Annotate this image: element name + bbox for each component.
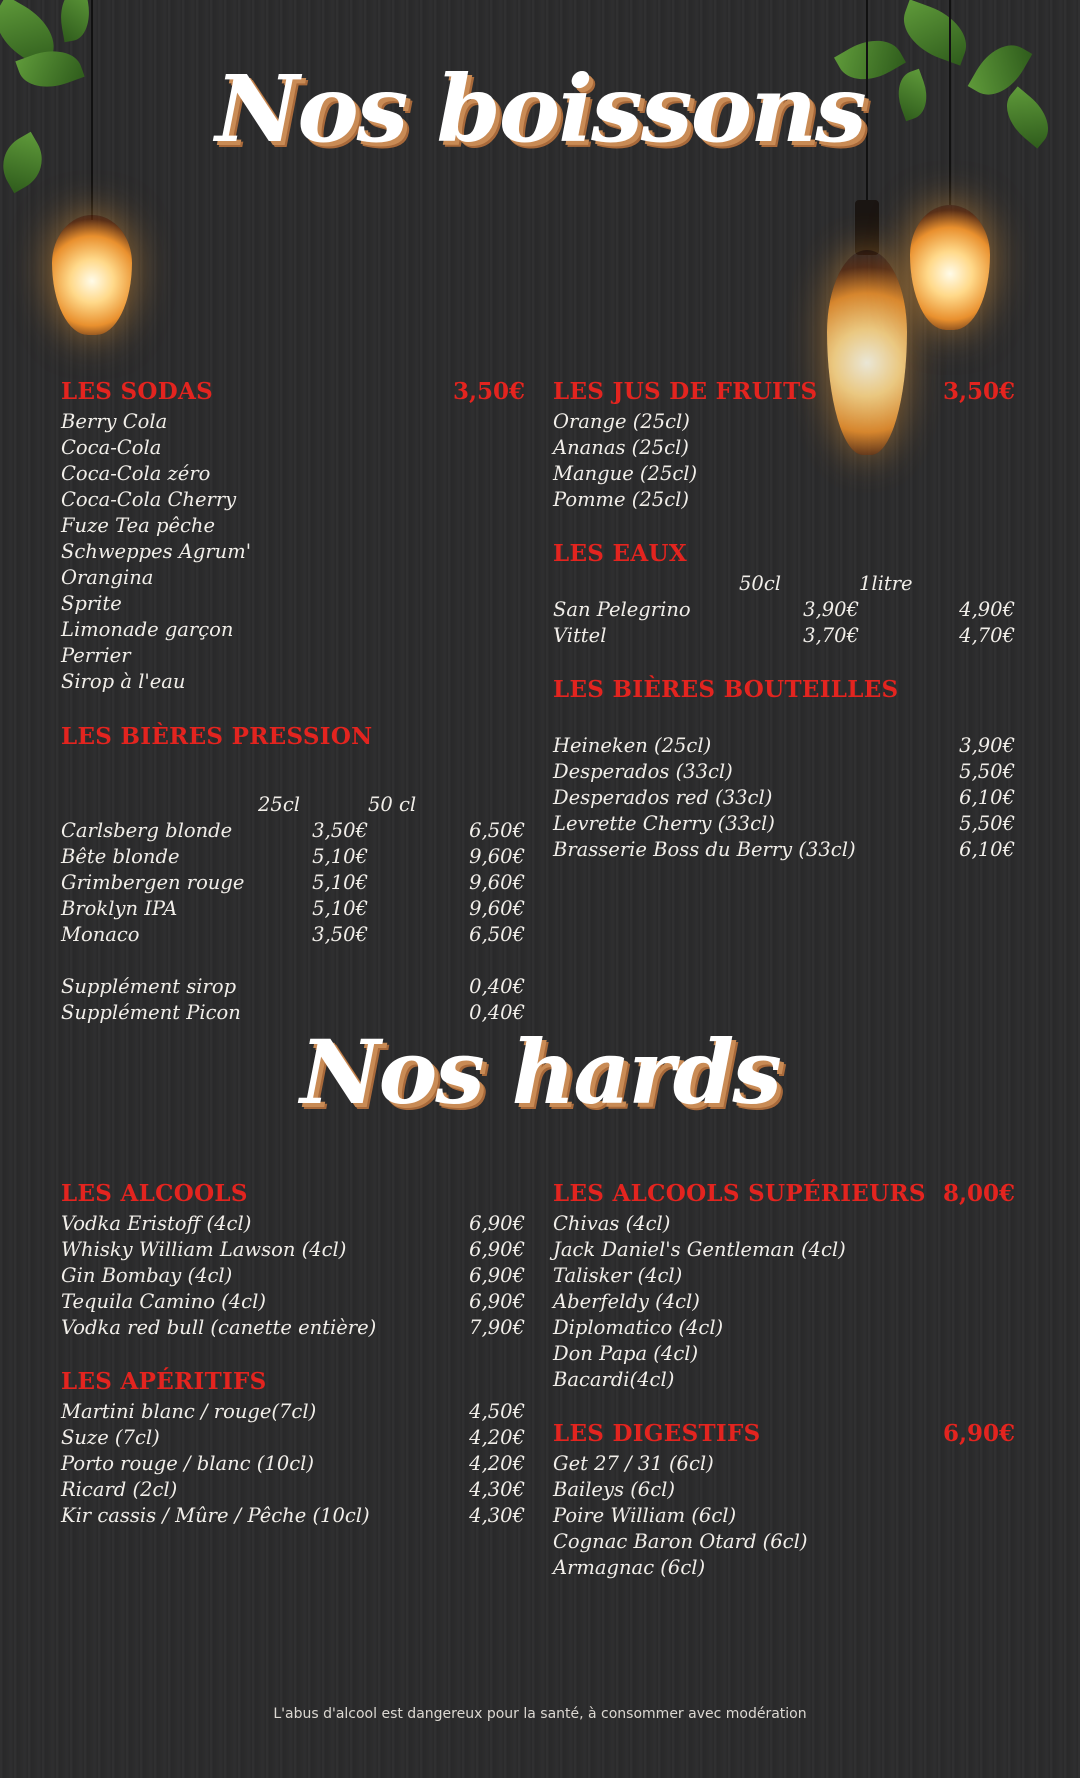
table-row: Heineken (25cl) 3,90€	[553, 734, 1015, 757]
section-title: LES BIÈRES BOUTEILLES	[553, 676, 899, 703]
table-row: Vodka Eristoff (4cl) 6,90€	[61, 1212, 525, 1235]
section-price: 6,90€	[942, 1420, 1015, 1447]
table-row: Suze (7cl) 4,20€	[61, 1426, 525, 1449]
list-item: Ananas (25cl)	[553, 436, 689, 459]
list-item: Coca-Cola	[61, 436, 162, 459]
aperitifs-section	[61, 1368, 525, 1530]
section-price: 3,50€	[452, 378, 525, 405]
table-row: Carlsberg blonde 3,50€ 6,50€	[61, 819, 525, 842]
section-title: LES DIGESTIFS	[553, 1420, 761, 1447]
spirits-section	[61, 1180, 525, 1342]
column-headers: 25cl 50 cl	[258, 793, 417, 816]
list-item: Sirop à l'eau	[61, 670, 186, 693]
list-item: Perrier	[61, 644, 131, 667]
table-row: Grimbergen rouge 5,10€ 9,60€	[61, 871, 525, 894]
table-row: Bête blonde 5,10€ 9,60€	[61, 845, 525, 868]
sodas-section	[61, 378, 525, 696]
section-title: LES EAUX	[553, 540, 687, 567]
light-bulb-icon	[52, 0, 132, 360]
table-row: Brasserie Boss du Berry (33cl) 6,10€	[553, 838, 1015, 861]
page-title: Nos boissons	[215, 55, 865, 163]
list-item: Orangina	[61, 566, 154, 589]
list-item: Pomme (25cl)	[553, 488, 689, 511]
table-row: Desperados (33cl) 5,50€	[553, 760, 1015, 783]
waters-section	[553, 540, 1015, 650]
column-headers: 50cl 1litre	[739, 572, 913, 595]
list-item: Mangue (25cl)	[553, 462, 698, 485]
section-price: 8,00€	[942, 1180, 1015, 1207]
list-item: Berry Cola	[61, 410, 168, 433]
list-item: Get 27 / 31 (6cl)	[553, 1452, 714, 1475]
section-title: LES ALCOOLS SUPÉRIEURS	[553, 1180, 926, 1207]
list-item: Aberfeldy (4cl)	[553, 1290, 700, 1313]
section-title: LES BIÈRES PRESSION	[61, 723, 373, 750]
list-item: Bacardi(4cl)	[553, 1368, 675, 1391]
light-bulb-icon	[910, 0, 990, 340]
table-row: Supplément Picon 0,40€	[61, 1001, 525, 1024]
premium-spirits-section	[553, 1180, 1015, 1394]
table-row: Supplément sirop 0,40€	[61, 975, 525, 998]
list-item: Chivas (4cl)	[553, 1212, 671, 1235]
juices-section	[553, 378, 1015, 514]
list-item: Diplomatico (4cl)	[553, 1316, 724, 1339]
list-item: Cognac Baron Otard (6cl)	[553, 1530, 808, 1553]
list-item: Poire William (6cl)	[553, 1504, 737, 1527]
table-row: Porto rouge / blanc (10cl) 4,20€	[61, 1452, 525, 1475]
section-title: LES ALCOOLS	[61, 1180, 248, 1207]
table-row: Desperados red (33cl) 6,10€	[553, 786, 1015, 809]
list-item: Coca-Cola Cherry	[61, 488, 237, 511]
section-title: LES JUS DE FRUITS	[553, 378, 818, 405]
hards-title: Nos hards	[300, 1020, 780, 1124]
health-warning: L'abus d'alcool est dangereux pour la santé, à consommer avec modération	[273, 1706, 807, 1722]
section-price: 3,50€	[942, 378, 1015, 405]
table-row: Vodka red bull (canette entière) 7,90€	[61, 1316, 525, 1339]
list-item: Schweppes Agrum'	[61, 540, 252, 563]
list-item: Jack Daniel's Gentleman (4cl)	[553, 1238, 846, 1261]
table-row: Kir cassis / Mûre / Pêche (10cl) 4,30€	[61, 1504, 525, 1527]
draught-beers-section	[61, 723, 525, 1027]
list-item: Fuze Tea pêche	[61, 514, 216, 537]
list-item: Limonade garçon	[61, 618, 234, 641]
list-item: Baileys (6cl)	[553, 1478, 675, 1501]
section-title: LES APÉRITIFS	[61, 1368, 267, 1395]
table-row: Tequila Camino (4cl) 6,90€	[61, 1290, 525, 1313]
table-row: Broklyn IPA 5,10€ 9,60€	[61, 897, 525, 920]
table-row: Martini blanc / rouge(7cl) 4,50€	[61, 1400, 525, 1423]
table-row: Monaco 3,50€ 6,50€	[61, 923, 525, 946]
list-item: Talisker (4cl)	[553, 1264, 683, 1287]
table-row: Ricard (2cl) 4,30€	[61, 1478, 525, 1501]
table-row: San Pelegrino 3,90€ 4,90€	[553, 598, 1015, 621]
bottled-beers-section	[553, 676, 1015, 864]
table-row: Levrette Cherry (33cl) 5,50€	[553, 812, 1015, 835]
table-row: Vittel 3,70€ 4,70€	[553, 624, 1015, 647]
list-item: Don Papa (4cl)	[553, 1342, 699, 1365]
digestifs-section	[553, 1420, 1015, 1582]
table-row: Gin Bombay (4cl) 6,90€	[61, 1264, 525, 1287]
table-row: Whisky William Lawson (4cl) 6,90€	[61, 1238, 525, 1261]
list-item: Armagnac (6cl)	[553, 1556, 706, 1579]
list-item: Orange (25cl)	[553, 410, 690, 433]
list-item: Sprite	[61, 592, 122, 615]
list-item: Coca-Cola zéro	[61, 462, 211, 485]
section-title: LES SODAS	[61, 378, 214, 405]
